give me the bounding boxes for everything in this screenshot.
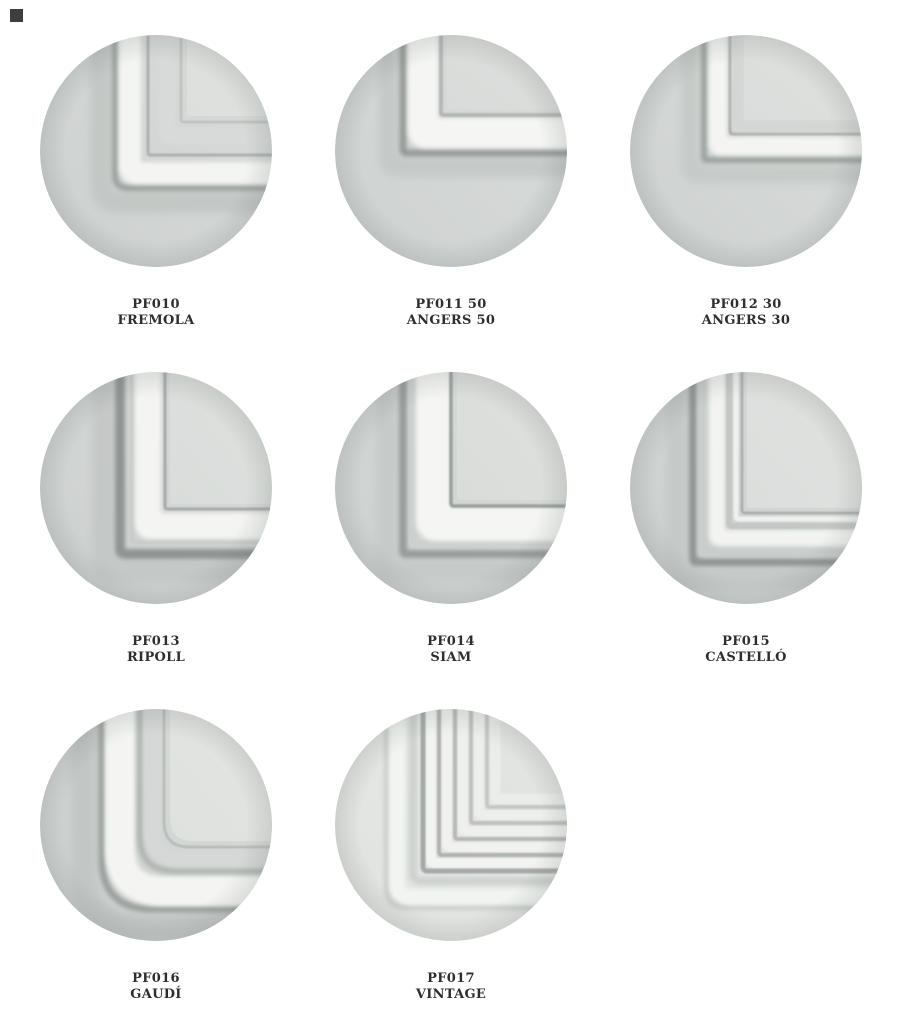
profile-name: FREMOLA (117, 313, 195, 328)
profile-tile-pf012 (630, 35, 862, 329)
profile-photo-svg (40, 372, 272, 604)
profile-name: GAUDÍ (130, 987, 182, 1002)
profile-caption (702, 297, 791, 329)
profile-tile-pf011 (335, 35, 567, 329)
profile-name: ANGERS 30 (701, 313, 791, 328)
profile-name: RIPOLL (126, 650, 186, 665)
profile-caption (127, 634, 185, 666)
profile-tile-pf015 (630, 372, 862, 666)
page-corner-mark (10, 9, 23, 22)
profile-code: PF016 (132, 971, 180, 986)
profile-photo (40, 35, 272, 267)
profile-photo-svg (630, 35, 862, 267)
profile-name: ANGERS 50 (406, 313, 496, 328)
profile-photo (630, 372, 862, 604)
profile-tile-pf013 (40, 372, 272, 666)
profile-photo (40, 709, 272, 941)
profile-code: PF012 30 (710, 297, 782, 312)
profile-tile-pf017 (335, 709, 567, 1003)
profile-caption (705, 634, 786, 666)
profile-photo (335, 372, 567, 604)
profile-caption (416, 971, 486, 1003)
profile-photo-svg (335, 372, 567, 604)
profile-caption (427, 634, 475, 666)
profile-photo-svg (335, 35, 567, 267)
profile-photo-svg (40, 35, 272, 267)
profile-photo (630, 35, 862, 267)
profile-name: CASTELLÓ (705, 650, 787, 665)
profile-caption (118, 297, 195, 329)
profile-tile-pf014 (335, 372, 567, 666)
profile-tile-pf016 (40, 709, 272, 1003)
profile-photo (335, 35, 567, 267)
profile-photo-svg (335, 709, 567, 941)
profile-code: PF015 (722, 634, 770, 649)
profile-caption (407, 297, 496, 329)
profile-name: VINTAGE (415, 987, 487, 1002)
profile-name: SIAM (430, 650, 472, 665)
profile-code: PF014 (427, 634, 475, 649)
profile-code: PF017 (427, 971, 475, 986)
profile-caption (130, 971, 181, 1003)
profile-code: PF010 (132, 297, 180, 312)
profile-photo (335, 709, 567, 941)
profile-tile-pf010 (40, 35, 272, 329)
profile-photo-svg (40, 709, 272, 941)
profile-code: PF011 50 (415, 297, 487, 312)
profile-photo-svg (630, 372, 862, 604)
profile-photo (40, 372, 272, 604)
profile-code: PF013 (132, 634, 180, 649)
